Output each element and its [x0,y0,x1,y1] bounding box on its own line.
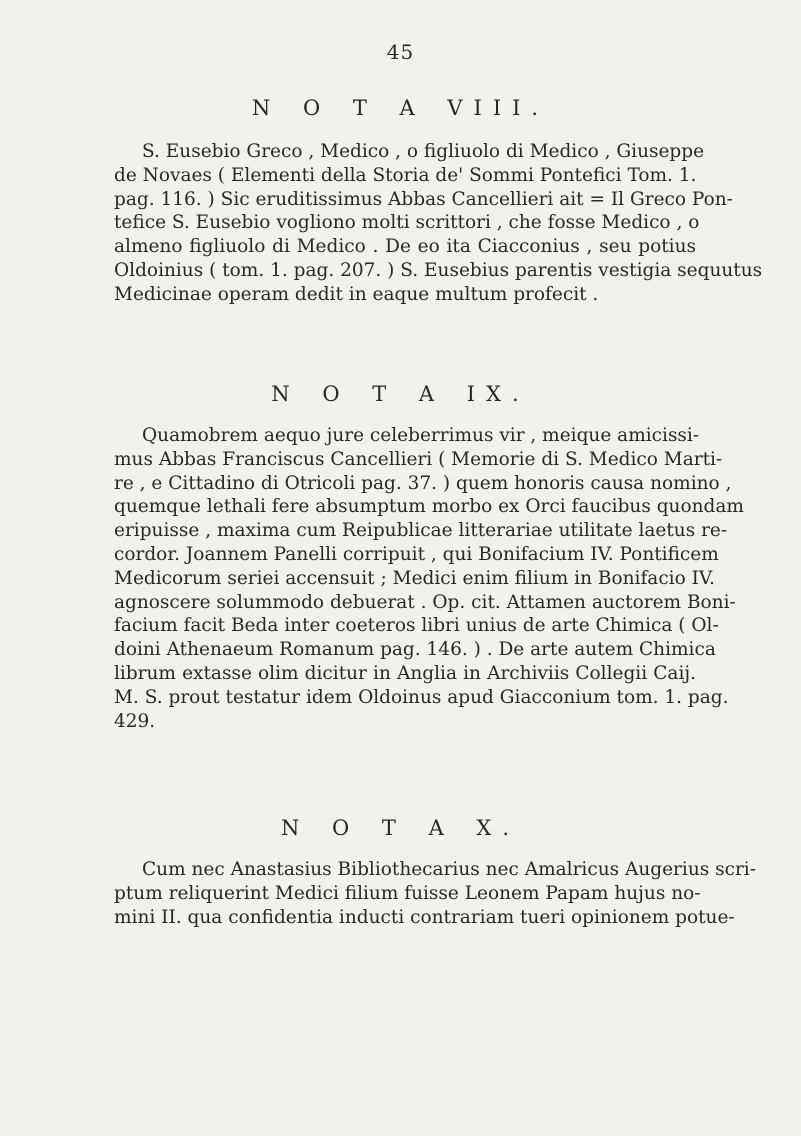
text-line: eripuisse , maxima cum Reipublicae litterariae utilitate laetus re- [114,520,728,542]
text-line: agnoscere solummodo debuerat . Op. cit. Attamen auctorem Boni- [114,591,736,613]
text-line: almeno figliuolo di Medico . De eo ita Ciacconius , seu potius [114,236,696,258]
text-line: librum extasse olim dicitur in Anglia in Archiviis Collegii Caij. [114,662,696,684]
text-line: Oldoinius ( tom. 1. pag. 207. ) S. Eusebius parentis vestigia sequutus [114,259,763,281]
text-line: de Novaes ( Elementi della Storia de' Sommi Pontefici Tom. 1. [114,164,697,186]
text-line: Medicinae operam dedit in eaque multum profecit . [114,283,599,305]
text-line: Cum nec Anastasius Bibliothecarius nec Amalricus Augerius scri- [142,859,756,880]
page-number: 45 [386,40,415,64]
nota-heading: N O T A VIII. [251,96,550,120]
text-line: M. S. prout testatur idem Oldoinus apud Giacconium tom. 1. pag. [114,686,729,708]
text-line: doini Athenaeum Romanum pag. 146. ) . De arte autem Chimica [114,639,716,661]
nota-heading: N O T A X. [280,816,521,840]
text-line: cordor. Joannem Panelli corripuit , qui Bonifacium IV. Pontificem [114,543,719,565]
text-line: re , e Cittadino di Otricoli pag. 37. ) quem honoris causa nomino , [114,472,732,494]
text-line: Medicorum seriei accensuit ; Medici enim filium in Bonifacio IV. [114,567,715,589]
text-line: mus Abbas Franciscus Cancellieri ( Memorie di S. Medico Marti- [114,448,723,470]
paragraph [114,424,744,733]
paragraph [114,858,756,929]
text-line: pag. 116. ) Sic eruditissimus Abbas Cancellieri ait = Il Greco Pon- [114,188,733,210]
text-line: tefice S. Eusebio vogliono molti scrittori , che fosse Medico , o [114,212,700,234]
text-line: S. Eusebio Greco , Medico , o figliuolo di Medico , Giuseppe [142,141,705,162]
text-line: ptum reliquerint Medici filium fuisse Leonem Papam hujus no- [114,882,701,904]
nota-heading: N O T A IX. [271,382,530,406]
text-line: Quamobrem aequo jure celeberrimus vir , meique amicissi- [142,425,700,446]
paragraph [114,140,763,307]
text-line: quemque lethali fere absumptum morbo ex Orci faucibus quondam [114,496,744,518]
text-line: facium facit Beda inter coeteros libri unius de arte Chimica ( Ol- [114,615,719,637]
text-line: 429. [114,710,156,732]
text-line: mini II. qua confidentia inducti contrariam tueri opinionem potue- [114,906,735,928]
